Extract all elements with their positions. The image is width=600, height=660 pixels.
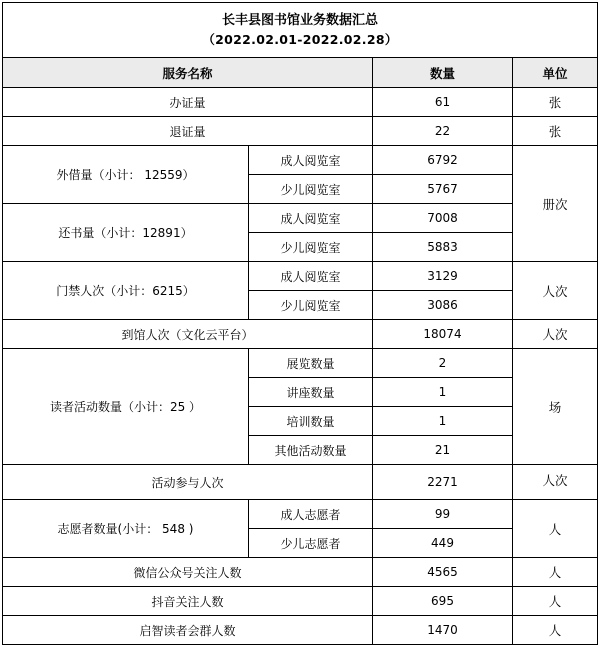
- activities-training-label: 培训数量: [249, 407, 373, 436]
- header-row: [3, 58, 598, 88]
- participation-unit: 人次: [513, 465, 598, 500]
- row-wechat: [3, 558, 598, 587]
- gate-child-label: 少儿阅览室: [249, 291, 373, 320]
- card-issue-unit: 张: [513, 88, 598, 117]
- returns-adult-count: 7008: [373, 204, 513, 233]
- borrow-child-count: 5767: [373, 175, 513, 204]
- activities-other-count: 21: [373, 436, 513, 465]
- card-issue-count: 61: [373, 88, 513, 117]
- row-participation: [3, 465, 598, 500]
- activities-exhibit-count: 2: [373, 349, 513, 378]
- activities-unit: 场: [513, 349, 598, 465]
- row-visits: [3, 320, 598, 349]
- row-card-issue: [3, 88, 598, 117]
- row-qizhi: [3, 616, 598, 645]
- gate-name: 门禁人次（小计：6215）: [3, 262, 249, 320]
- header-service-name: 服务名称: [3, 58, 373, 88]
- card-return-name: 退证量: [3, 117, 373, 146]
- borrow-adult-label: 成人阅览室: [249, 146, 373, 175]
- borrow-adult-count: 6792: [373, 146, 513, 175]
- row-activity-exhibit: [3, 349, 598, 378]
- borrow-child-label: 少儿阅览室: [249, 175, 373, 204]
- returns-child-count: 5883: [373, 233, 513, 262]
- volunteers-unit: 人: [513, 500, 598, 558]
- visits-count: 18074: [373, 320, 513, 349]
- library-statistics-table: [2, 2, 598, 645]
- volunteers-child-count: 449: [373, 529, 513, 558]
- returns-adult-label: 成人阅览室: [249, 204, 373, 233]
- returns-name: 还书量（小计：12891）: [3, 204, 249, 262]
- activities-training-count: 1: [373, 407, 513, 436]
- participation-count: 2271: [373, 465, 513, 500]
- douyin-unit: 人: [513, 587, 598, 616]
- borrow-name: 外借量（小计： 12559）: [3, 146, 249, 204]
- borrow-return-unit: 册次: [513, 146, 598, 262]
- title-cell: [3, 3, 598, 58]
- volunteers-adult-label: 成人志愿者: [249, 500, 373, 529]
- qizhi-name: 启智读者会群人数: [3, 616, 373, 645]
- qizhi-count: 1470: [373, 616, 513, 645]
- row-gate-adult: [3, 262, 598, 291]
- activities-name: 读者活动数量（小计：25 ）: [3, 349, 249, 465]
- row-volunteer-adult: [3, 500, 598, 529]
- row-douyin: [3, 587, 598, 616]
- activities-exhibit-label: 展览数量: [249, 349, 373, 378]
- activities-lecture-count: 1: [373, 378, 513, 407]
- wechat-unit: 人: [513, 558, 598, 587]
- card-return-count: 22: [373, 117, 513, 146]
- qizhi-unit: 人: [513, 616, 598, 645]
- wechat-count: 4565: [373, 558, 513, 587]
- visits-name: 到馆人次（文化云平台）: [3, 320, 373, 349]
- activities-other-label: 其他活动数量: [249, 436, 373, 465]
- title-row: [3, 3, 598, 58]
- wechat-name: 微信公众号关注人数: [3, 558, 373, 587]
- row-card-return: [3, 117, 598, 146]
- volunteers-name: 志愿者数量(小计： 548 ): [3, 500, 249, 558]
- header-unit: 单位: [513, 58, 598, 88]
- row-return-adult: [3, 204, 598, 233]
- visits-unit: 人次: [513, 320, 598, 349]
- volunteers-adult-count: 99: [373, 500, 513, 529]
- gate-adult-count: 3129: [373, 262, 513, 291]
- table-title: 长丰县图书馆业务数据汇总: [221, 13, 378, 28]
- gate-child-count: 3086: [373, 291, 513, 320]
- gate-adult-label: 成人阅览室: [249, 262, 373, 291]
- header-count: 数量: [373, 58, 513, 88]
- volunteers-child-label: 少儿志愿者: [249, 529, 373, 558]
- douyin-count: 695: [373, 587, 513, 616]
- date-range: （2022.02.01-2022.02.28）: [202, 32, 398, 47]
- card-return-unit: 张: [513, 117, 598, 146]
- activities-lecture-label: 讲座数量: [249, 378, 373, 407]
- douyin-name: 抖音关注人数: [3, 587, 373, 616]
- participation-name: 活动参与人次: [3, 465, 373, 500]
- card-issue-name: 办证量: [3, 88, 373, 117]
- gate-unit: 人次: [513, 262, 598, 320]
- row-borrow-adult: [3, 146, 598, 175]
- returns-child-label: 少儿阅览室: [249, 233, 373, 262]
